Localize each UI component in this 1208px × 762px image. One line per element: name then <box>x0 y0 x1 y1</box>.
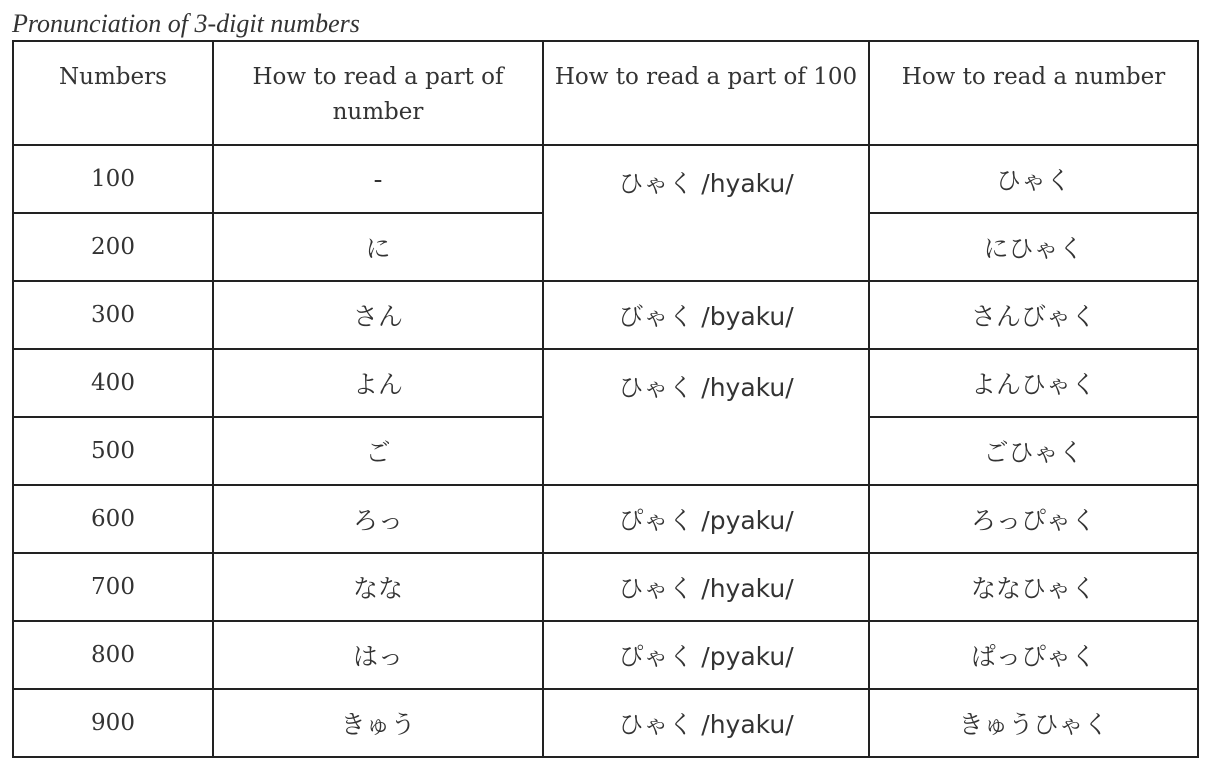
part-cell: - <box>213 145 543 213</box>
number-cell: 600 <box>13 485 213 553</box>
number-cell: 100 <box>13 145 213 213</box>
header-part-of-number: How to read a part of number <box>213 41 543 145</box>
number-cell: 800 <box>13 621 213 689</box>
part-cell: きゅう <box>213 689 543 757</box>
hundred-cell <box>543 485 869 553</box>
table-row <box>13 553 1198 621</box>
number-cell: 400 <box>13 349 213 417</box>
reading-cell: にひゃく <box>869 213 1198 281</box>
reading-cell: ろっぴゃく <box>869 485 1198 553</box>
part-cell: よん <box>213 349 543 417</box>
hundred-reading: ぴゃく /pyaku/ <box>618 642 794 671</box>
hundred-reading: ぴゃく /pyaku/ <box>618 506 794 535</box>
reading-cell: ぱっぴゃく <box>869 621 1198 689</box>
hundred-cell <box>543 553 869 621</box>
hundred-reading: ひゃく /hyaku/ <box>618 373 794 402</box>
reading-cell: ひゃく <box>869 145 1198 213</box>
part-cell: なな <box>213 553 543 621</box>
table-row <box>13 621 1198 689</box>
reading-cell: きゅうひゃく <box>869 689 1198 757</box>
part-cell: ろっ <box>213 485 543 553</box>
number-cell: 300 <box>13 281 213 349</box>
hundred-cell <box>543 621 869 689</box>
table-caption: Pronunciation of 3-digit numbers <box>12 9 360 38</box>
table-row <box>13 349 1198 417</box>
hundred-cell <box>543 689 869 757</box>
part-cell: ご <box>213 417 543 485</box>
hundred-cell <box>543 281 869 349</box>
part-cell: に <box>213 213 543 281</box>
hundred-reading: ひゃく /hyaku/ <box>618 574 794 603</box>
number-cell: 200 <box>13 213 213 281</box>
number-cell: 900 <box>13 689 213 757</box>
number-cell: 500 <box>13 417 213 485</box>
reading-cell: よんひゃく <box>869 349 1198 417</box>
table-row <box>13 689 1198 757</box>
hundred-reading: びゃく /byaku/ <box>618 302 794 331</box>
table-row <box>13 281 1198 349</box>
reading-cell: ななひゃく <box>869 553 1198 621</box>
header-reading: How to read a number <box>869 41 1198 145</box>
hundred-cell <box>543 145 869 281</box>
part-cell: はっ <box>213 621 543 689</box>
table-row <box>13 485 1198 553</box>
pronunciation-table <box>12 40 1199 758</box>
header-row <box>13 41 1198 145</box>
hundred-cell <box>543 349 869 485</box>
table-row <box>13 145 1198 213</box>
part-cell: さん <box>213 281 543 349</box>
reading-cell: さんびゃく <box>869 281 1198 349</box>
reading-cell: ごひゃく <box>869 417 1198 485</box>
number-cell: 700 <box>13 553 213 621</box>
header-part-of-100: How to read a part of 100 <box>543 41 869 145</box>
header-numbers: Numbers <box>13 41 213 145</box>
hundred-reading: ひゃく /hyaku/ <box>618 710 794 739</box>
hundred-reading: ひゃく /hyaku/ <box>618 169 794 198</box>
